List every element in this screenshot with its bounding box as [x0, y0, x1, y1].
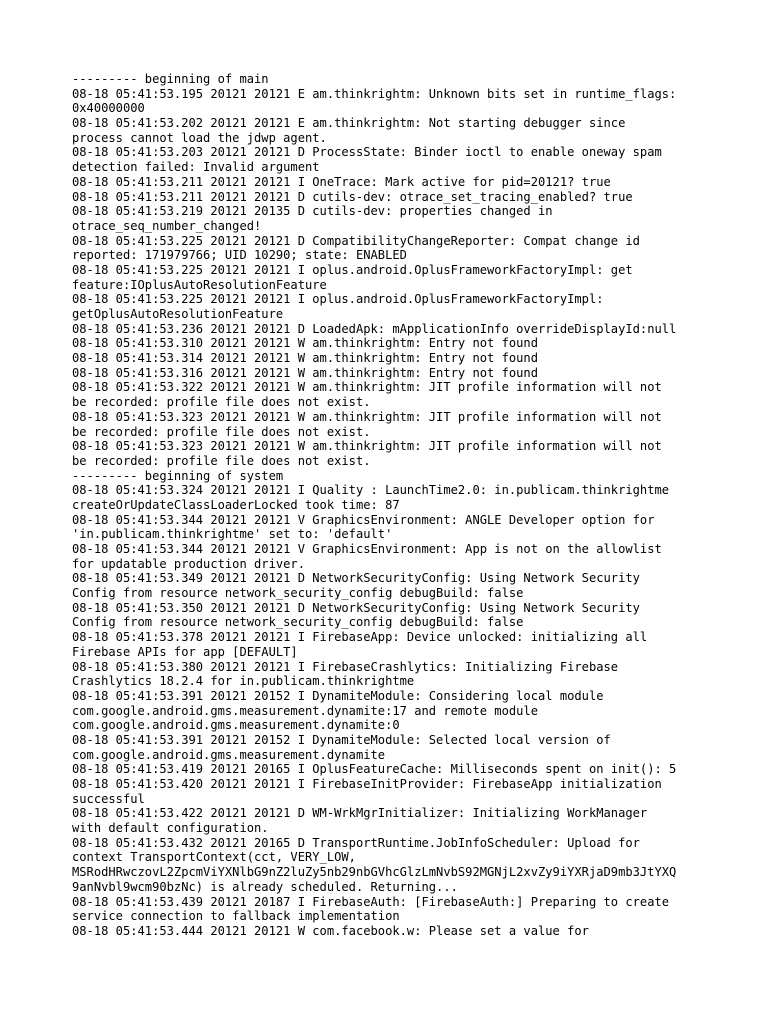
- log-line: 08-18 05:41:53.225 20121 20121 D CompatibilityChangeReporter: Compat change id: [72, 233, 640, 248]
- log-line: with default configuration.: [72, 821, 269, 836]
- log-line: 08-18 05:41:53.419 20121 20165 I OplusFeatureCache: Milliseconds spent on init(): 5: [72, 762, 677, 777]
- log-line: --------- beginning of system: [72, 468, 284, 483]
- log-line: 08-18 05:41:53.349 20121 20121 D NetworkSecurityConfig: Using Network Security: [72, 571, 640, 586]
- log-line: 08-18 05:41:53.211 20121 20121 I OneTrace: Mark active for pid=20121? true: [72, 174, 611, 189]
- log-line: detection failed: Invalid argument: [72, 160, 320, 175]
- log-line: 08-18 05:41:53.316 20121 20121 W am.thinkrightm: Entry not found: [72, 365, 538, 380]
- log-line: be recorded: profile file does not exist.: [72, 424, 371, 439]
- log-line: 08-18 05:41:53.444 20121 20121 W com.facebook.w: Please set a value for: [72, 923, 589, 938]
- log-line: 08-18 05:41:53.350 20121 20121 D NetworkSecurityConfig: Using Network Security: [72, 600, 640, 615]
- log-line: --------- beginning of main: [72, 72, 269, 86]
- log-line: 08-18 05:41:53.344 20121 20121 V GraphicsEnvironment: App is not on the allowlist: [72, 542, 662, 556]
- log-line: 08-18 05:41:53.380 20121 20121 I FirebaseCrashlytics: Initializing Firebase: [72, 659, 619, 674]
- log-line: 08-18 05:41:53.219 20121 20135 D cutils-dev: properties changed in: [72, 204, 553, 219]
- log-line: Config from resource network_security_config debugBuild: false: [72, 615, 524, 630]
- log-line: process cannot load the jdwp agent.: [72, 130, 327, 145]
- log-line: be recorded: profile file does not exist.: [72, 395, 371, 410]
- log-line: 08-18 05:41:53.202 20121 20121 E am.thinkrightm: Not starting debugger since: [72, 116, 626, 131]
- log-line: feature:IOplusAutoResolutionFeature: [72, 277, 327, 292]
- log-line: 08-18 05:41:53.225 20121 20121 I oplus.android.OplusFrameworkFactoryImpl: get: [72, 262, 633, 277]
- log-line: 08-18 05:41:53.378 20121 20121 I FirebaseApp: Device unlocked: initializing all: [72, 630, 648, 645]
- log-line: Firebase APIs for app [DEFAULT]: [72, 644, 298, 659]
- log-line: createOrUpdateClassLoaderLocked took time: 87: [72, 497, 400, 512]
- log-line: com.google.android.gms.measurement.dynamite: [72, 747, 386, 762]
- log-line: 08-18 05:41:53.323 20121 20121 W am.thinkrightm: JIT profile information will not: [72, 439, 662, 454]
- log-line: 08-18 05:41:53.323 20121 20121 W am.thinkrightm: JIT profile information will not: [72, 409, 662, 424]
- log-line: 08-18 05:41:53.236 20121 20121 D LoadedApk: mApplicationInfo overrideDisplayId:null: [72, 321, 677, 336]
- log-line: 9anNvbl9wcm90bzNc) is already scheduled. Returning...: [72, 879, 458, 894]
- log-line: Crashlytics 18.2.4 for in.publicam.thinkrightme: [72, 674, 415, 689]
- log-line: getOplusAutoResolutionFeature: [72, 307, 284, 321]
- log-line: 08-18 05:41:53.391 20121 20152 I DynamiteModule: Considering local module: [72, 688, 604, 703]
- log-line: 08-18 05:41:53.432 20121 20165 D TransportRuntime.JobInfoScheduler: Upload for: [72, 835, 640, 850]
- log-line: 08-18 05:41:53.420 20121 20121 I FirebaseInitProvider: FirebaseApp initialization: [72, 777, 662, 791]
- log-document: [72, 72, 712, 939]
- log-line: reported: 171979766; UID 10290; state: ENABLED: [72, 248, 407, 263]
- log-line: com.google.android.gms.measurement.dynamite:0: [72, 718, 400, 733]
- log-line: 08-18 05:41:53.195 20121 20121 E am.thinkrightm: Unknown bits set in runtime_flags:: [72, 86, 677, 101]
- log-line: 08-18 05:41:53.344 20121 20121 V GraphicsEnvironment: ANGLE Developer option for: [72, 512, 655, 527]
- log-line: Config from resource network_security_config debugBuild: false: [72, 586, 524, 601]
- log-line: 08-18 05:41:53.211 20121 20121 D cutils-dev: otrace_set_tracing_enabled? true: [72, 189, 633, 204]
- log-line: 08-18 05:41:53.310 20121 20121 W am.thinkrightm: Entry not found: [72, 336, 538, 351]
- log-line: service connection to fallback implementation: [72, 909, 400, 924]
- log-line: 08-18 05:41:53.439 20121 20187 I FirebaseAuth: [FirebaseAuth:] Preparing to create: [72, 894, 670, 909]
- log-line: be recorded: profile file does not exist.: [72, 453, 371, 468]
- log-line: 08-18 05:41:53.422 20121 20121 D WM-WrkMgrInitializer: Initializing WorkManager: [72, 806, 648, 821]
- log-line: otrace_seq_number_changed!: [72, 218, 262, 233]
- log-line: 08-18 05:41:53.203 20121 20121 D ProcessState: Binder ioctl to enable oneway spam: [72, 145, 662, 160]
- log-line: com.google.android.gms.measurement.dynamite:17 and remote module: [72, 703, 538, 718]
- log-line: 08-18 05:41:53.314 20121 20121 W am.thinkrightm: Entry not found: [72, 351, 538, 366]
- log-line: successful: [72, 791, 145, 806]
- log-line: 08-18 05:41:53.322 20121 20121 W am.thinkrightm: JIT profile information will not: [72, 380, 662, 395]
- log-line: for updatable production driver.: [72, 556, 305, 571]
- log-line: context TransportContext(cct, VERY_LOW,: [72, 850, 356, 865]
- log-line: 08-18 05:41:53.324 20121 20121 I Quality : LaunchTime2.0: in.publicam.thinkrightme: [72, 483, 670, 498]
- log-line: MSRodHRwczovL2ZpcmViYXNlbG9nZ2luZy5nb29nbGVhcGlzLmNvbS92MGNjL2xvZy9iYXRjaD9mb3JtYXQ: [72, 865, 677, 880]
- log-line: 08-18 05:41:53.391 20121 20152 I DynamiteModule: Selected local version of: [72, 732, 611, 747]
- log-line: 0x40000000: [72, 101, 145, 116]
- log-line: 'in.publicam.thinkrightme' set to: 'default': [72, 527, 393, 542]
- log-line: 08-18 05:41:53.225 20121 20121 I oplus.android.OplusFrameworkFactoryImpl:: [72, 292, 604, 307]
